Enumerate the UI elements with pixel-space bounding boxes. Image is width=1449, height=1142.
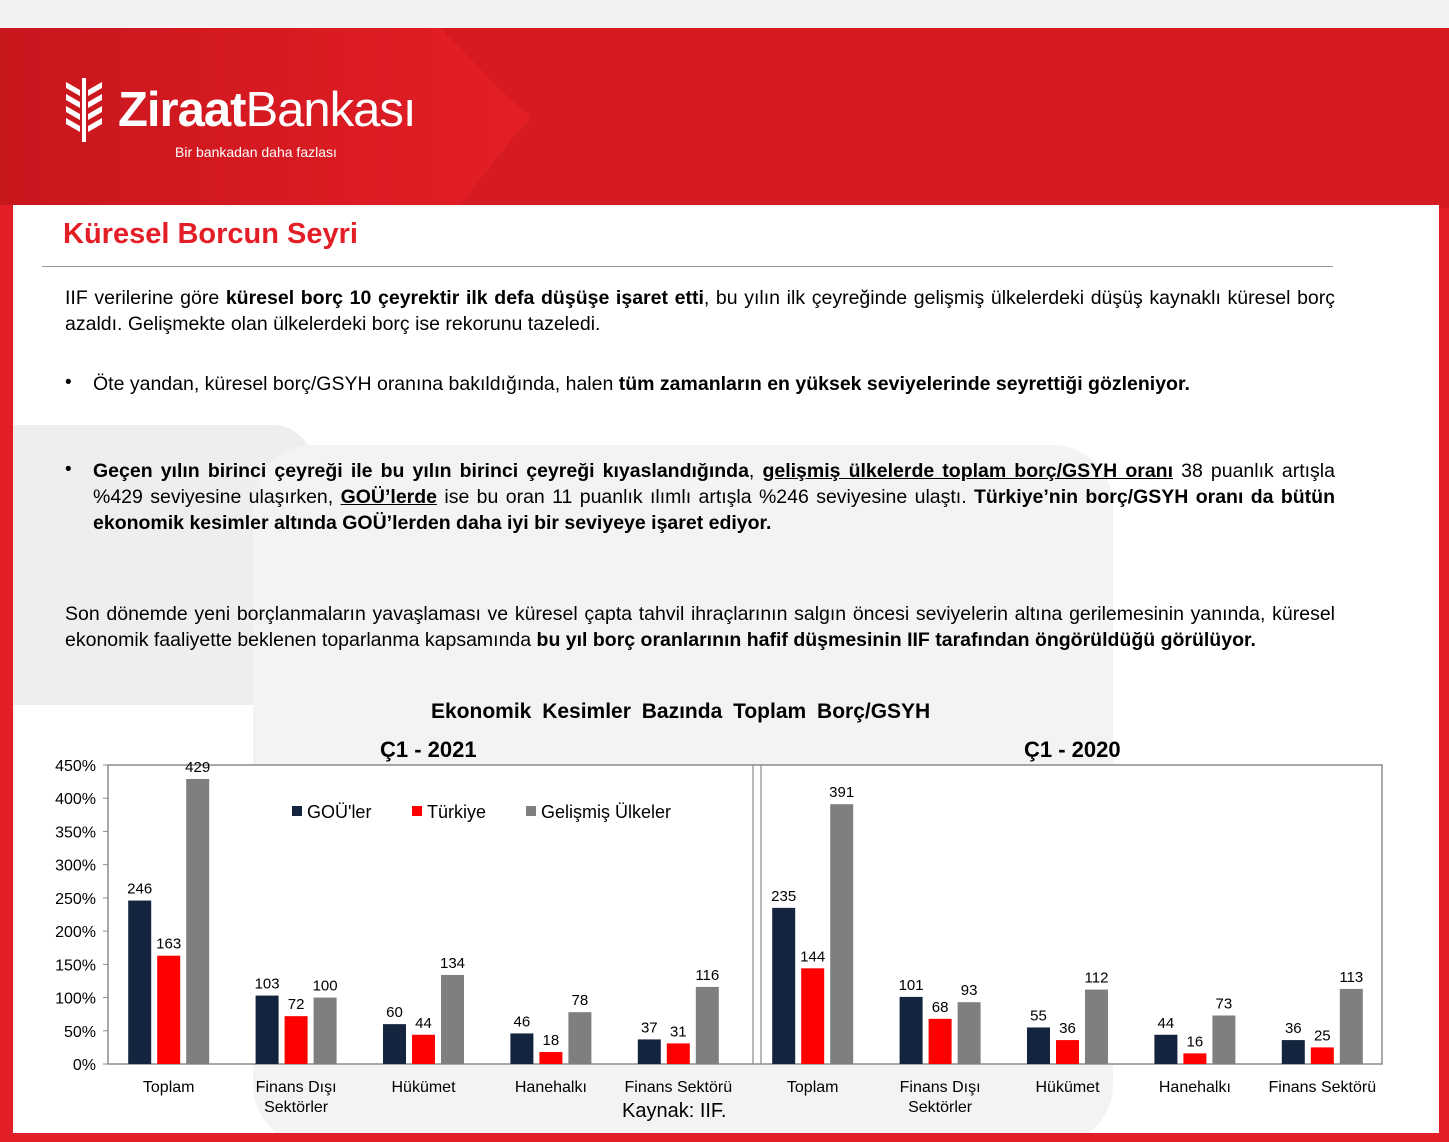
bar-geli-mi-lkeler [830,804,853,1064]
bar-go-ler [1282,1040,1305,1064]
x-category-label: Hükümet [1035,1079,1100,1096]
bar-t-rkiye [667,1043,690,1064]
data-label: 37 [640,1019,658,1037]
bar-go-ler [128,901,151,1064]
bar-t-rkiye [1311,1047,1334,1064]
bar-go-ler [510,1033,533,1064]
bar-t-rkiye [285,1016,308,1064]
data-label: 18 [542,1032,560,1050]
y-tick-label: 100% [55,990,96,1008]
bar-t-rkiye [1183,1053,1206,1064]
data-label: 68 [931,998,949,1016]
data-label: 46 [513,1013,531,1031]
bar-go-ler [1027,1027,1050,1064]
x-category-label: Finans Sektörü [1268,1079,1377,1096]
bar-go-ler [900,997,923,1064]
bullet-marker: • [65,459,72,480]
y-tick-label: 50% [63,1023,96,1041]
x-category-label: Hanehalkı [1158,1079,1231,1096]
bar-go-ler [256,996,279,1064]
bar-geli-mi-lkeler [1212,1015,1235,1064]
data-label: 72 [287,996,305,1014]
data-label: 55 [1030,1007,1047,1025]
chart-title: Ekonomik Kesimler Bazında Toplam Borç/GSYH [431,700,931,723]
brand-name: ZiraatBankası [118,83,416,137]
bar-geli-mi-lkeler [696,987,719,1064]
data-label: 36 [1284,1020,1302,1038]
data-label: 44 [1157,1014,1175,1032]
bar-go-ler [383,1024,406,1064]
bar-geli-mi-lkeler [958,1002,981,1064]
data-label: 235 [771,887,797,905]
bar-geli-mi-lkeler [1340,989,1363,1064]
brand-slogan: Bir bankadan daha fazlası [175,144,337,160]
x-category-label: Toplam [786,1079,839,1096]
legend-swatch [292,806,302,816]
data-label: 73 [1215,995,1233,1013]
data-label: 246 [127,880,153,898]
y-tick-label: 450% [55,758,96,775]
bar-t-rkiye [801,968,824,1064]
legend-label: Gelişmiş Ülkeler [541,802,672,822]
bar-geli-mi-lkeler [568,1012,591,1064]
data-label: 100 [312,977,338,995]
data-label: 78 [571,992,589,1010]
bar-t-rkiye [539,1052,562,1064]
y-tick-label: 350% [55,824,96,842]
data-label: 60 [386,1004,403,1022]
x-category-label: Hanehalkı [514,1079,587,1096]
legend-swatch [412,806,422,816]
data-label: 163 [156,935,182,953]
x-category-label: Sektörler [264,1099,329,1116]
data-label: 101 [898,976,924,994]
y-tick-label: 300% [55,857,96,875]
bar-t-rkiye [1056,1040,1079,1064]
x-category-label: Finans Dışı [255,1079,337,1096]
bar-go-ler [772,908,795,1064]
data-label: 93 [960,982,978,1000]
data-label: 112 [1084,969,1109,987]
bar-go-ler [638,1039,661,1064]
y-tick-label: 150% [55,957,96,975]
data-label: 134 [439,954,466,972]
bullet-paragraph-1: Öte yandan, küresel borç/GSYH oranına bakıldığında, halen tüm zamanların en yüksek seviyelerinde seyrettiği gözleniyor. [93,373,1190,395]
y-tick-label: 0% [72,1057,96,1074]
bar-t-rkiye [929,1019,952,1064]
panel-title-2020: Ç1 - 2020 [1024,737,1121,762]
y-tick-label: 250% [55,890,96,908]
data-label: 429 [185,758,211,776]
data-label: 144 [800,948,826,966]
y-tick-label: 400% [55,791,96,809]
data-label: 116 [695,966,720,984]
bullet-paragraph-2: Geçen yılın birinci çeyreği ile bu yılın birinci çeyreği kıyaslandığında, gelişmiş ülkelerde toplam borç/GSYH oranı 38 puanlık artışla %429 seviyesine ulaşırken, GOÜ’lerde ise bu oran 11 puanlık ılımlı artışla %246 seviyesine ulaştı. Türkiye’nin borç/GSYH oranı da bütün ekonomik kesimler altında GOÜ’lerden daha iyi bir seviyeye işaret ediyor. [93,460,1336,534]
source-note: Kaynak: IIF. [622,1100,727,1122]
x-category-label: Finans Sektörü [624,1079,733,1096]
data-label: 25 [1313,1027,1331,1045]
closing-paragraph: Son dönemde yeni borçlanmaların yavaşlaması ve küresel çapta tahvil ihraçlarının salgın öncesi seviyelerin altına gerilemesinin yanında, küresel ekonomik faaliyette beklenen toparlanma kapsamında bu yıl borç oranlarının hafif düşmesinin IIF tarafından öngörüldüğü görülüyor. [65,603,1335,651]
bullet-marker: • [65,372,72,393]
data-label: 36 [1059,1020,1076,1038]
intro-paragraph: IIF verilerine göre küresel borç 10 çeyrektir ilk defa düşüşe işaret etti, bu yılın ilk çeyreğinde gelişmiş ülkelerdeki düşüş kaynaklı küresel borç azaldı. Gelişmekte olan ülkelerdeki borç ise rekorunu tazeledi. [65,287,1335,335]
data-label: 113 [1339,968,1364,986]
y-tick-label: 200% [55,924,96,942]
legend-label: Türkiye [427,802,487,822]
bar-t-rkiye [412,1035,435,1064]
data-label: 44 [415,1014,432,1032]
bar-t-rkiye [157,956,180,1064]
bar-geli-mi-lkeler [186,779,209,1064]
data-label: 31 [669,1023,687,1041]
bar-geli-mi-lkeler [1085,990,1108,1064]
bar-geli-mi-lkeler [441,975,464,1064]
x-category-label: Toplam [142,1079,195,1096]
bar-geli-mi-lkeler [314,998,337,1064]
data-label: 16 [1186,1033,1204,1051]
x-category-label: Sektörler [908,1099,973,1116]
x-category-label: Hükümet [391,1079,456,1096]
page-title: Küresel Borcun Seyri [63,218,358,250]
data-label: 391 [829,784,855,802]
legend-label: GOÜ'ler [307,802,372,822]
data-label: 103 [254,975,280,993]
x-category-label: Finans Dışı [899,1079,981,1096]
legend-swatch [526,806,536,816]
panel-title-2021: Ç1 - 2021 [380,737,477,762]
bar-go-ler [1154,1035,1177,1064]
